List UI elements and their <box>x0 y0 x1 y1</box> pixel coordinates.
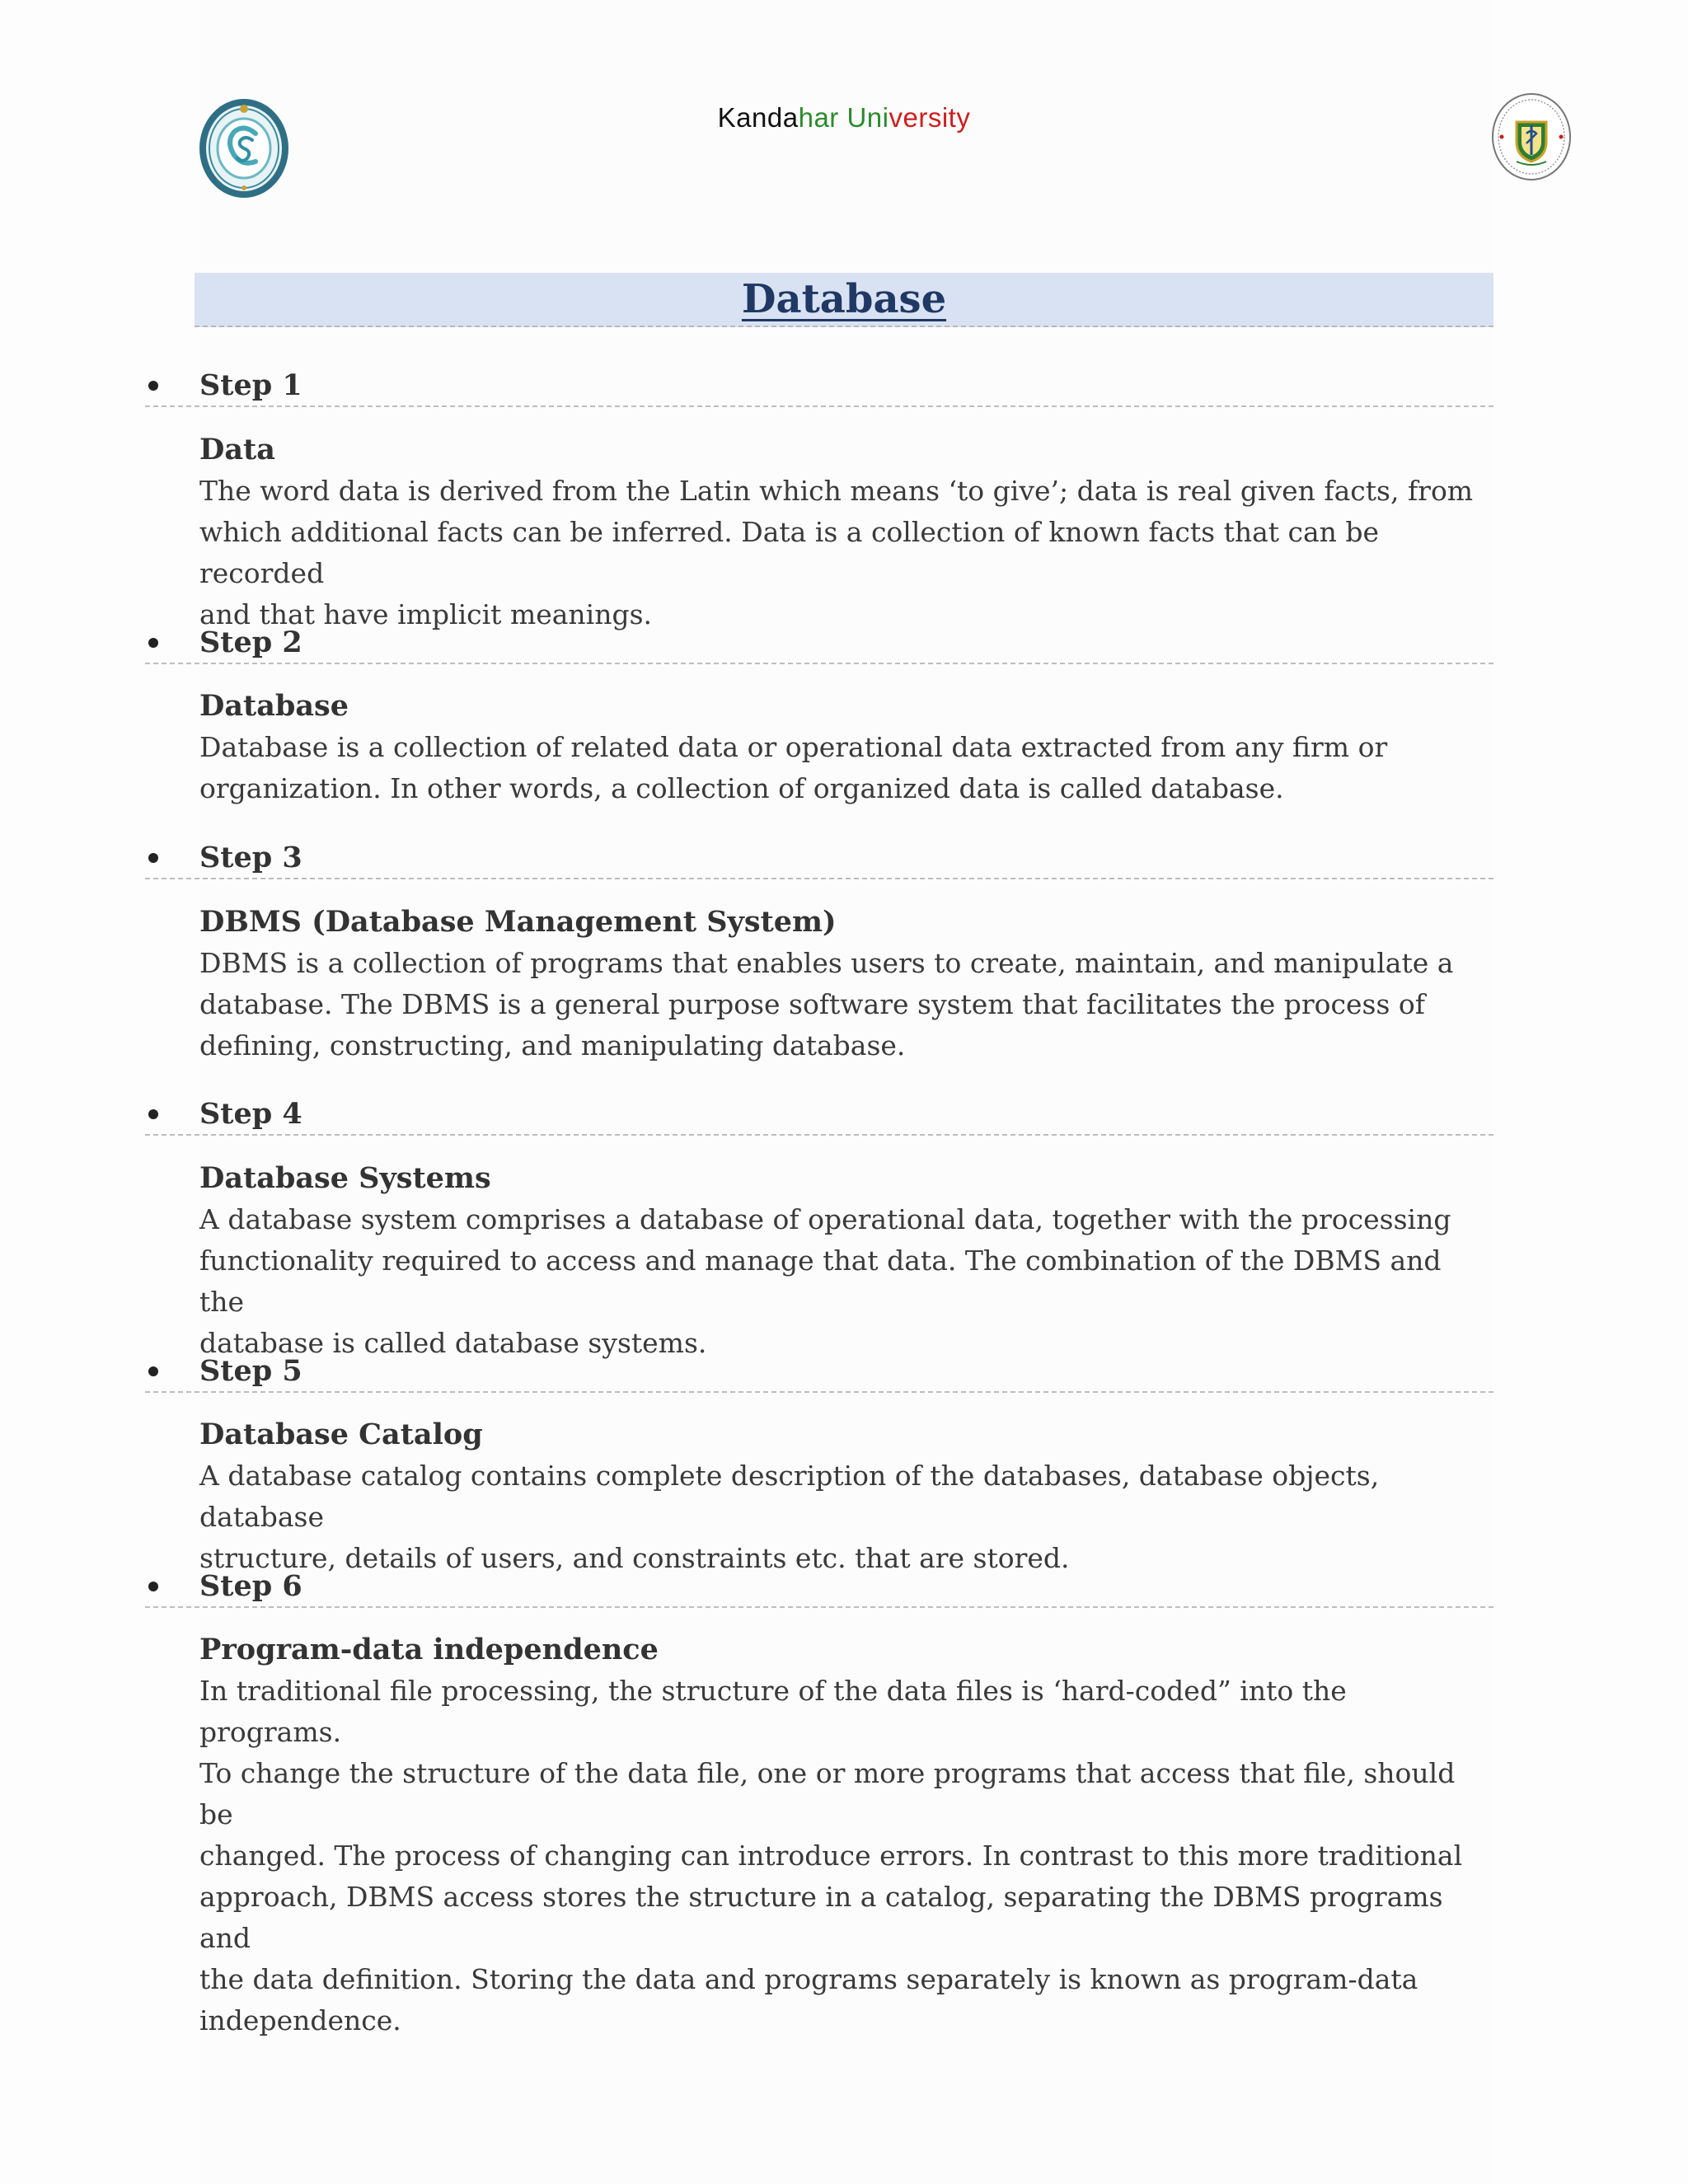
definition-line: Database is a collection of related data or operational data extracted from any firm or <box>199 731 1388 763</box>
definition-line: which additional facts can be inferred. Data is a collection of known facts that can be recorded <box>199 516 1380 589</box>
definition-line: To change the structure of the data file, one or more programs that access that file, should be <box>199 1757 1456 1830</box>
definition-line: In traditional file processing, the structure of the data files is ‘hard-coded” into the programs. <box>199 1675 1347 1748</box>
definition-term: Data <box>199 433 275 466</box>
definition-line: A database catalog contains complete description of the databases, database objects, database <box>199 1460 1380 1533</box>
definition-line: The word data is derived from the Latin which means ‘to give’; data is real given facts, from <box>199 475 1474 507</box>
bullet-icon <box>148 638 158 648</box>
definition-line: independence. <box>199 2004 401 2036</box>
step-label: Step 3 <box>199 841 302 874</box>
definition-block <box>199 1158 1493 1364</box>
definition-term: Database Systems <box>199 1161 491 1195</box>
definition-term: Program-data independence <box>199 1633 659 1666</box>
step-label: Step 2 <box>199 626 302 659</box>
definition-line: A database system comprises a database of operational data, together with the processing <box>199 1203 1451 1235</box>
definition-line: database is called database systems. <box>199 1327 707 1359</box>
definition-term: DBMS (Database Management System) <box>199 905 837 939</box>
step-label: Step 6 <box>199 1569 302 1603</box>
bullet-icon <box>148 853 158 863</box>
definition-line: database. The DBMS is a general purpose software system that facilitates the process of <box>199 988 1425 1020</box>
definition-block <box>199 429 1493 635</box>
university-name-part: Uni <box>838 102 889 133</box>
bullet-icon <box>148 1582 158 1591</box>
definition-line: DBMS is a collection of programs that enables users to create, maintain, and manipulate a <box>199 947 1454 979</box>
step-label: Step 5 <box>199 1354 302 1388</box>
step-heading <box>145 623 1493 664</box>
bullet-icon <box>148 1366 158 1376</box>
definition-line: changed. The process of changing can introduce errors. In contrast to this more traditional <box>199 1840 1463 1872</box>
step-label: Step 4 <box>199 1097 302 1131</box>
definition-line: defining, constructing, and manipulating database. <box>199 1029 906 1062</box>
university-name-part: Kanda <box>717 102 799 133</box>
step-heading <box>145 1094 1493 1136</box>
university-name-part: versity <box>889 102 971 133</box>
definition-line: functionality required to access and manage that data. The combination of the DBMS and the <box>199 1244 1442 1318</box>
step-heading <box>145 838 1493 879</box>
step-label: Step 1 <box>199 368 302 402</box>
title-band <box>195 273 1493 327</box>
page-header <box>0 0 1688 214</box>
definition-line: organization. In other words, a collection of organized data is called database. <box>199 772 1284 804</box>
definition-term: Database Catalog <box>199 1418 483 1451</box>
definition-line: structure, details of users, and constraints etc. that are stored. <box>199 1542 1070 1574</box>
definition-block <box>199 902 1493 1066</box>
bullet-icon <box>148 1109 158 1119</box>
definition-block <box>199 686 1493 809</box>
university-name <box>0 102 1688 134</box>
definition-block <box>199 1414 1493 1579</box>
step-heading <box>145 1567 1493 1608</box>
definition-line: approach, DBMS access stores the structure in a catalog, separating the DBMS programs and <box>199 1881 1443 1954</box>
step-heading <box>145 366 1493 407</box>
definition-term: Database <box>199 689 349 723</box>
definition-line: the data definition. Storing the data and programs separately is known as program-data <box>199 1963 1418 1995</box>
definition-block <box>199 1629 1493 2041</box>
step-heading <box>145 1352 1493 1393</box>
definition-line: and that have implicit meanings. <box>199 598 653 630</box>
kandahar-university-seal-icon <box>1492 92 1571 181</box>
page-title: Database <box>741 276 947 322</box>
university-name-part: har <box>798 102 839 133</box>
bullet-icon <box>148 381 158 391</box>
